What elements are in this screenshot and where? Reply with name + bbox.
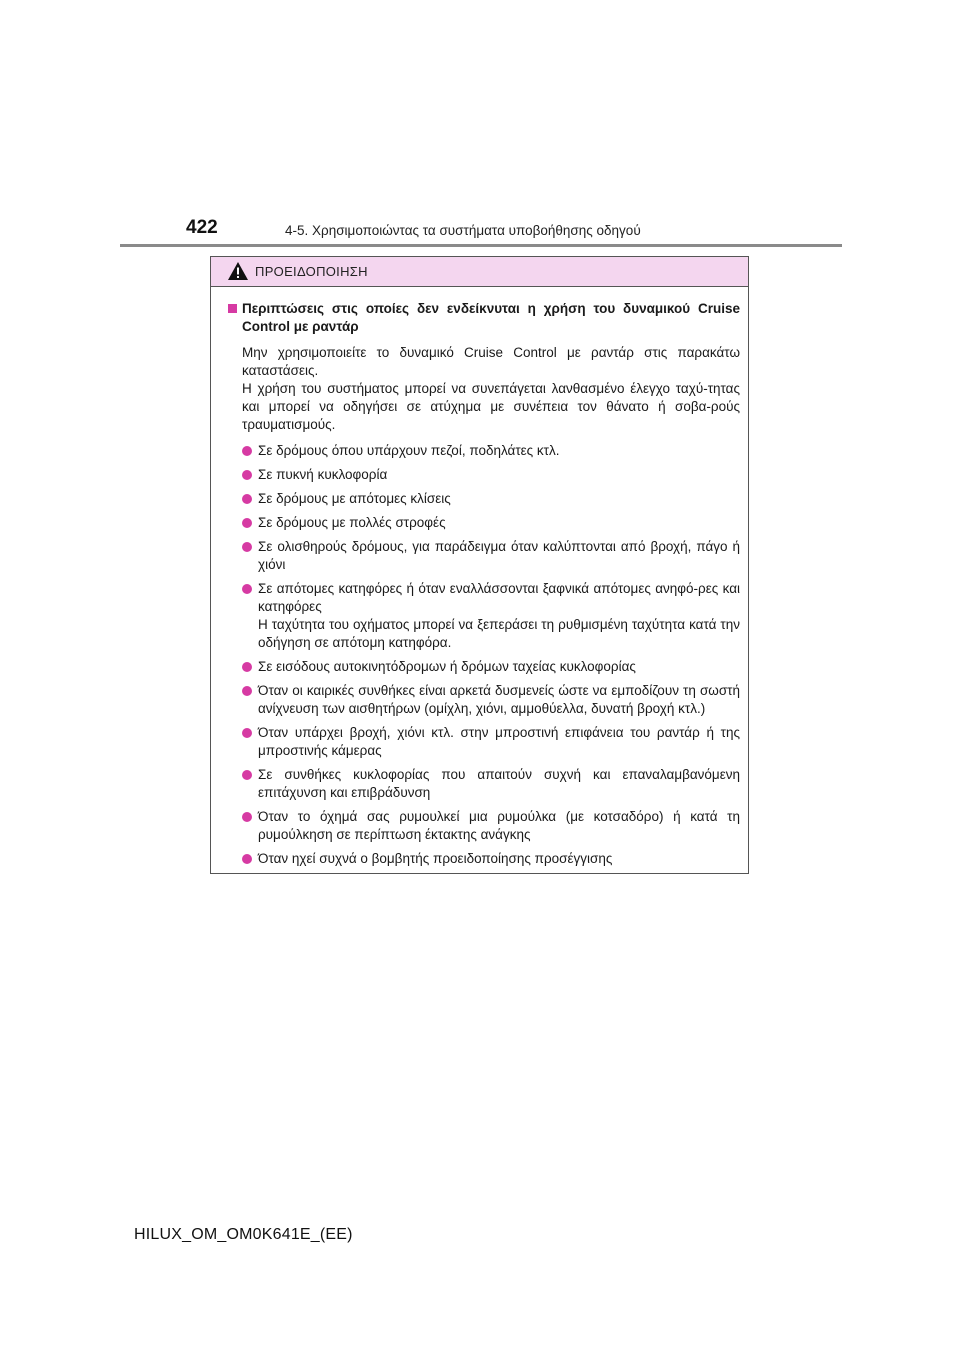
list-item-text: Όταν οι καιρικές συνθήκες είναι αρκετά δυσμενείς ώστε να εμποδίζουν τη σωστή ανίχνευση των αισθητήρων (ομίχλη, χιόνι, αμμοθύελλα, δυνατή βροχή κτλ.) (258, 683, 740, 716)
bullet-dot-icon (242, 494, 252, 504)
section-title: 4-5. Χρησιμοποιώντας τα συστήματα υποβοήθησης οδηγού (285, 223, 641, 238)
document-code: HILUX_OM_OM0K641E_(EE) (134, 1226, 353, 1243)
bullet-dot-icon (242, 470, 252, 480)
list-item (228, 538, 740, 574)
list-item (228, 724, 740, 760)
list-item-text: Όταν υπάρχει βροχή, χιόνι κτλ. στην μπροστινή επιφάνεια του ραντάρ ή της μπροστινής κάμερας (258, 725, 740, 758)
bullet-dot-icon (242, 686, 252, 696)
warning-label: ΠΡΟΕΙΔΟΠΟΙΗΣΗ (255, 264, 368, 279)
bullet-dot-icon (242, 854, 252, 864)
header-divider (120, 244, 842, 247)
list-item (228, 766, 740, 802)
list-item (228, 850, 740, 868)
bullet-dot-icon (242, 770, 252, 780)
list-item-text: Όταν το όχημά σας ρυμουλκεί μια ρυμούλκα (με κοτσαδόρο) ή κατά τη ρυμούλκηση σε περίπτωση έκτακτης ανάγκης (258, 809, 740, 842)
list-item (228, 580, 740, 652)
list-item-text: Σε δρόμους όπου υπάρχουν πεζοί, ποδηλάτες κτλ. (258, 443, 560, 458)
bullet-dot-icon (242, 812, 252, 822)
list-item (228, 658, 740, 676)
bullet-dot-icon (242, 446, 252, 456)
list-item (228, 466, 740, 484)
bullet-dot-icon (242, 662, 252, 672)
warning-header (211, 257, 748, 287)
warning-heading (228, 300, 740, 336)
warning-intro: Μην χρησιμοποιείτε το δυναμικό Cruise Control με ραντάρ στις παρακάτω καταστάσεις. Η χρήση του συστήματος μπορεί να συνεπάγεται λανθασμένο έλεγχο ταχύ-τητας και μπορεί να οδηγήσει σε ατύχημα με συνέπεια τον θάνατο ή σοβα-ρούς τραυματισμούς. (242, 345, 740, 432)
warning-box (210, 256, 749, 874)
list-item (228, 808, 740, 844)
warning-body (211, 287, 748, 868)
list-item-text: Σε ολισθηρούς δρόμους, για παράδειγμα όταν καλύπτονται από βροχή, πάγο ή χιόνι (258, 539, 740, 572)
page-number: 422 (186, 217, 218, 238)
list-item (228, 490, 740, 508)
list-item (228, 682, 740, 718)
list-item (228, 514, 740, 532)
bullet-dot-icon (242, 584, 252, 594)
bullet-dot-icon (242, 542, 252, 552)
warning-heading-text: Περιπτώσεις στις οποίες δεν ενδείκνυται η χρήση του δυναμικού Cruise Control με ραντάρ (242, 301, 740, 334)
list-item-text: Σε απότομες κατηφόρες ή όταν εναλλάσσονται ξαφνικά απότομες ανηφό-ρες και κατηφόρες Η ταχύτητα του οχήματος μπορεί να ξεπεράσει τη ρυθμισμένη ταχύτητα κατά την οδήγηση σε απότομη κατηφόρα. (258, 581, 740, 650)
list-item-text: Σε δρόμους με πολλές στροφές (258, 515, 446, 530)
list-item-text: Σε εισόδους αυτοκινητόδρομων ή δρόμων ταχείας κυκλοφορίας (258, 659, 636, 674)
list-item-text: Σε συνθήκες κυκλοφορίας που απαιτούν συχνή και επαναλαμβανόμενη επιτάχυνση και επιβράδυνση (258, 767, 740, 800)
warning-list (228, 442, 740, 868)
list-item (228, 442, 740, 460)
list-item-text: Όταν ηχεί συχνά ο βομβητής προειδοποίησης προσέγγισης (258, 851, 613, 866)
bullet-dot-icon (242, 728, 252, 738)
list-item-text: Σε πυκνή κυκλοφορία (258, 467, 388, 482)
bullet-dot-icon (242, 518, 252, 528)
page-header (120, 214, 842, 248)
list-item-text: Σε δρόμους με απότομες κλίσεις (258, 491, 451, 506)
square-bullet-icon (228, 304, 237, 313)
warning-triangle-icon (227, 261, 249, 281)
